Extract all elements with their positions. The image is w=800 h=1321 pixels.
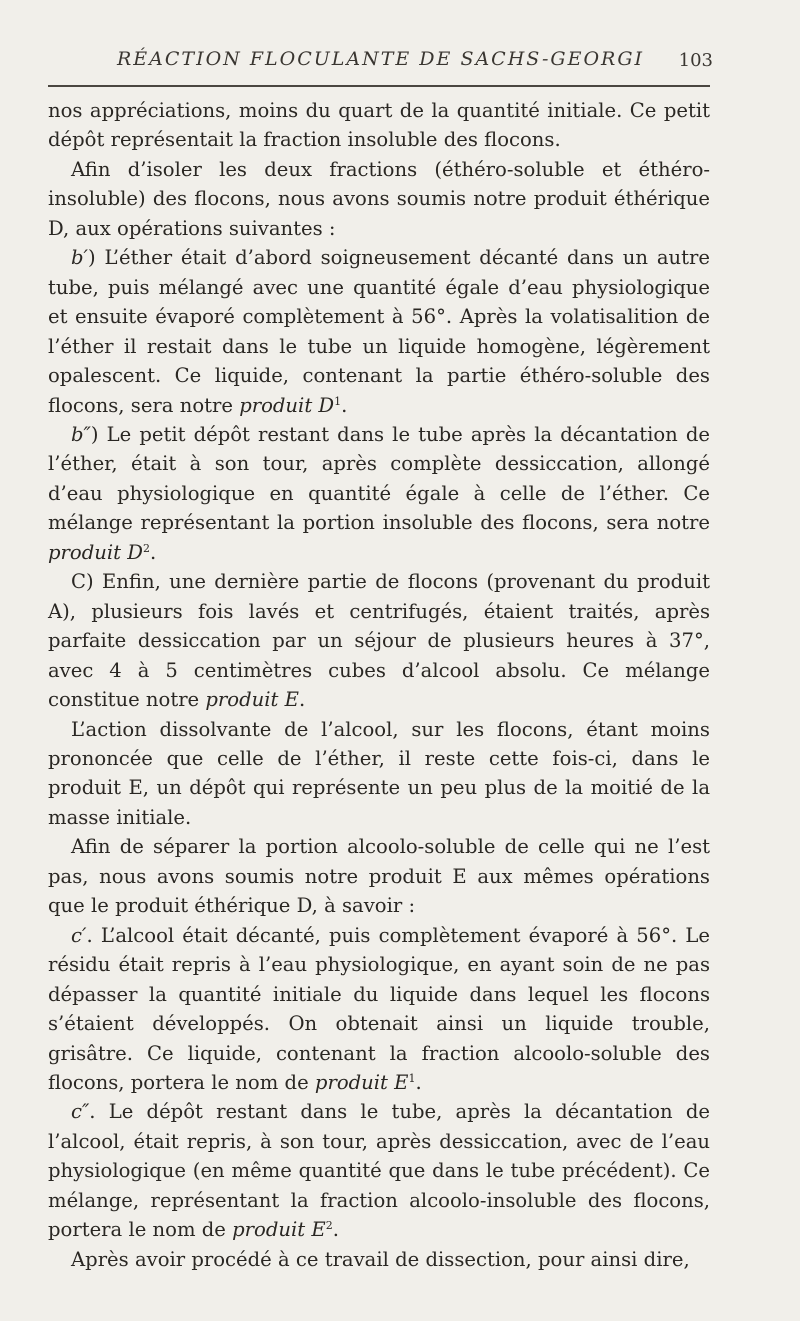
paragraph: [48, 243, 710, 420]
superscript: 1: [408, 1071, 416, 1085]
italic-text: produit E: [232, 1218, 326, 1242]
paragraph: [48, 921, 710, 1098]
italic-text: c′: [71, 923, 87, 947]
italic-text: b″: [71, 422, 91, 446]
text-run: .: [298, 688, 306, 712]
body-text: [48, 96, 710, 1274]
italic-text: produit D: [48, 540, 143, 564]
paragraph: [48, 155, 710, 243]
text-run: Afin d’isoler les deux fractions (éthéro-soluble et éthéro-insoluble) des flocons, nous avons soumis notre produit éthérique D, aux opérations suivantes :: [48, 157, 710, 240]
text-run: Après avoir procédé à ce travail de dissection, pour ainsi dire,: [71, 1247, 690, 1271]
running-title: RÉACTION FLOCULANTE DE SACHS-GEORGI: [116, 48, 645, 70]
paragraph: [48, 96, 710, 155]
text-run: .: [149, 540, 157, 564]
italic-text: c″: [71, 1100, 90, 1124]
text-run: ) Le petit dépôt restant dans le tube après la décantation de l’éther, était à son tour, après complète dessiccation, allongé d’eau physiologique en quantité égale à celle de l’éther. Ce mélange représentant la portion insoluble des flocons, sera notre: [48, 422, 710, 535]
text-run: .: [415, 1070, 422, 1094]
paragraph: [48, 832, 710, 920]
text-run: nos appréciations, moins du quart de la quantité initiale. Ce petit dépôt représentait la fraction insoluble des flocons.: [48, 99, 710, 152]
superscript: 2: [142, 541, 150, 555]
text-run: . Le dépôt restant dans le tube, après la décantation de l’alcool, était repris, à son tour, après dessiccation, avec de l’eau physiologique (en même quantité que dans le tube précédent). Ce mélange, représentant la fraction alcoolo-insoluble des flocons, portera le nom de: [48, 1100, 710, 1242]
paragraph: [48, 715, 710, 833]
superscript: 1: [334, 394, 342, 408]
italic-text: produit D: [239, 393, 335, 417]
header-rule: [48, 85, 710, 87]
text-run: L’action dissolvante de l’alcool, sur les flocons, étant moins prononcée que celle de l’éther, il reste cette fois-ci, dans le produit E, un dépôt qui représente un peu plus de la moitié de la masse initiale.: [48, 717, 710, 829]
superscript: 2: [325, 1219, 333, 1233]
paragraph: [48, 567, 710, 714]
paragraph: [48, 1245, 710, 1274]
italic-text: produit E: [314, 1070, 409, 1094]
text-run: C) Enfin, une dernière partie de flocons (provenant du produit A), plusieurs fois lavés et centrifugés, étaient traités, après parfaite dessiccation par un séjour de plusieurs heures à 37°, avec 4 à 5 centimètres cubes d’alcool absolu. Ce mélange constitue notre: [48, 570, 710, 712]
paragraph: [48, 420, 710, 567]
text-run: Afin de séparer la portion alcoolo-soluble de celle qui ne l’est pas, nous avons soumis notre produit E aux mêmes opérations que le produit éthérique D, à savoir :: [48, 835, 710, 918]
running-head: [48, 48, 713, 78]
text-run: .: [332, 1218, 339, 1242]
text-run: .: [341, 393, 348, 417]
italic-text: b′: [71, 246, 88, 270]
page-number: 103: [678, 50, 713, 71]
paragraph: [48, 1097, 710, 1244]
text-run: . L’alcool était décanté, puis complètement évaporé à 56°. Le résidu était repris à l’eau physiologique, en ayant soin de ne pas dépasser la quantité initiale du liquide dans lequel les flocons s’étaient développés. On obtenait ainsi un liquide trouble, grisâtre. Ce liquide, contenant la fraction alcoolo-soluble des flocons, portera le nom de: [48, 923, 710, 1094]
italic-text: produit E: [205, 688, 299, 712]
text-run: ) L’éther était d’abord soigneusement décanté dans un autre tube, puis mélangé avec une quantité égale d’eau physiologique et ensuite évaporé complètement à 56°. Après la volatisalition de l’éther il restait dans le tube un liquide homogène, légèrement opalescent. Ce liquide, contenant la partie éthéro-soluble des flocons, sera notre: [48, 246, 710, 417]
